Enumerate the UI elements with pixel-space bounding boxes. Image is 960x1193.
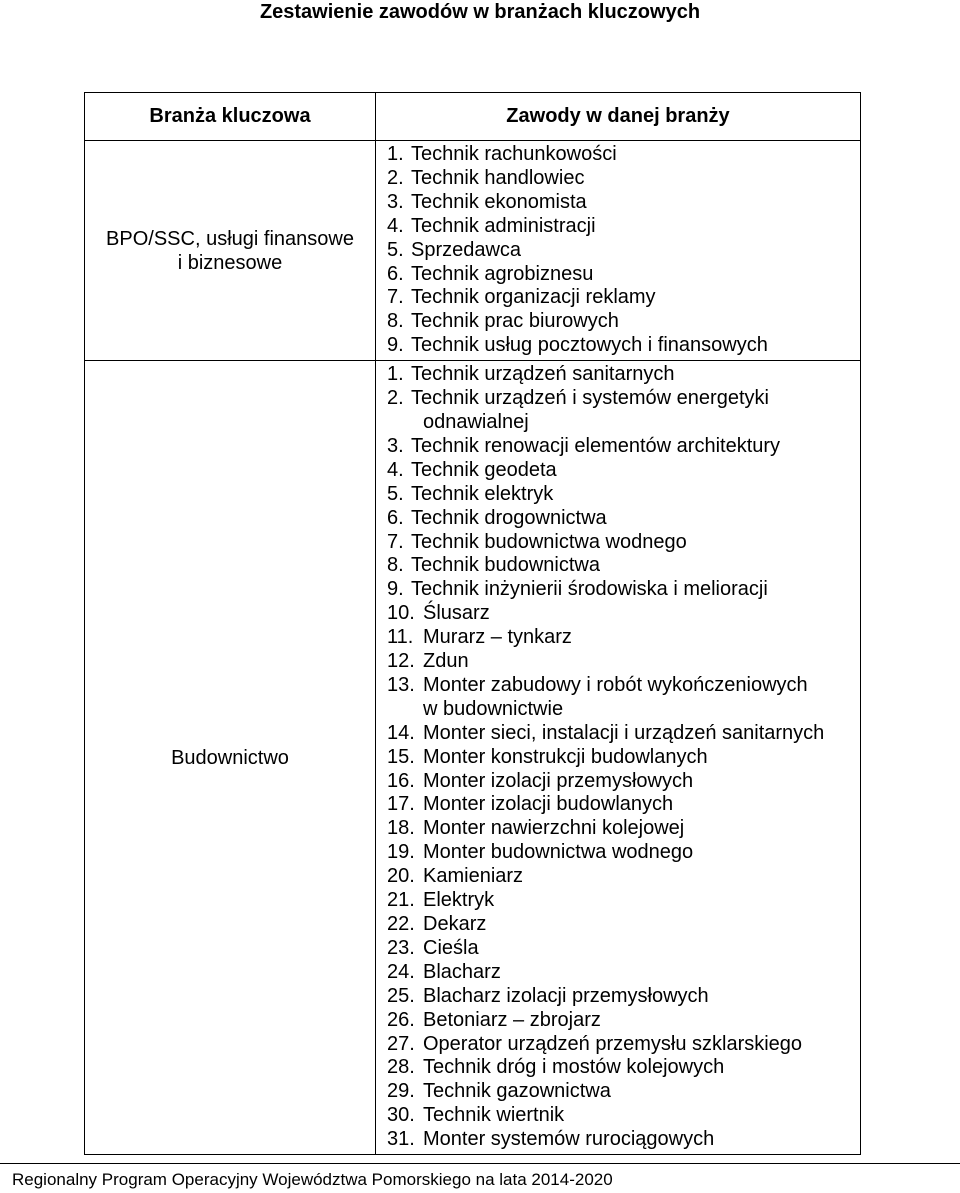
profession-name: Technik urządzeń i systemów energetyki: [411, 387, 769, 410]
item-number: 6.: [387, 506, 404, 529]
item-number: 6.: [387, 262, 404, 285]
item-number: 7.: [387, 530, 404, 553]
item-number: 28.: [387, 1056, 415, 1079]
profession-name: Monter sieci, instalacji i urządzeń sanitarnych: [423, 721, 825, 744]
list-item: [376, 310, 860, 334]
profession-name: Monter nawierzchni kolejowej: [423, 817, 685, 840]
profession-name: Monter systemów rurociągowych: [423, 1128, 715, 1151]
item-number: 1.: [387, 363, 404, 386]
item-number: 13.: [387, 673, 415, 696]
list-item: [376, 286, 860, 310]
profession-name: Technik usług pocztowych i finansowych: [411, 334, 768, 357]
header-professions: Zawody w danej branży: [376, 93, 861, 141]
item-number: 21.: [387, 889, 415, 912]
list-item: [376, 263, 860, 287]
profession-name: Technik agrobiznesu: [411, 262, 594, 285]
item-number: 16.: [387, 769, 415, 792]
professions-table: [84, 92, 861, 1155]
item-number: 14.: [387, 721, 415, 744]
item-number: 10.: [387, 602, 415, 625]
list-item: [376, 531, 860, 555]
profession-name: Technik administracji: [411, 214, 596, 237]
list-item: [376, 554, 860, 578]
list-item: [376, 363, 860, 387]
industry-name: Budownictwo: [171, 746, 289, 769]
profession-name: Monter konstrukcji budowlanych: [423, 745, 708, 768]
profession-name: Technik prac biurowych: [411, 310, 619, 333]
profession-name: Blacharz izolacji przemysłowych: [423, 984, 709, 1007]
item-number: 1.: [387, 143, 404, 165]
item-number: 19.: [387, 841, 415, 864]
item-number: 17.: [387, 793, 415, 816]
item-number: 4.: [387, 458, 404, 481]
table-row: [85, 361, 861, 1155]
item-number: 11.: [387, 626, 414, 649]
item-number: 23.: [387, 936, 415, 959]
list-item: [376, 167, 860, 191]
item-number: 22.: [387, 913, 415, 935]
profession-name-continuation: w budownictwie: [423, 697, 564, 720]
item-number: 9.: [387, 334, 404, 357]
list-item: [376, 483, 860, 507]
industry-cell: [85, 141, 376, 361]
profession-name: Technik budownictwa wodnego: [411, 530, 687, 553]
industry-name: i biznesowe: [177, 251, 283, 274]
list-item: [376, 985, 860, 1009]
item-number: 5.: [387, 482, 404, 505]
profession-name: Technik ekonomista: [411, 190, 587, 213]
list-item: [376, 507, 860, 531]
profession-name: Elektryk: [423, 889, 495, 912]
professions-cell: [376, 141, 861, 361]
list-item: [376, 889, 860, 913]
item-number: 18.: [387, 817, 415, 840]
item-number: 31.: [387, 1128, 415, 1151]
list-item: [376, 1033, 860, 1057]
industry-name: BPO/SSC, usługi finansowe: [106, 227, 354, 250]
list-item: [376, 793, 860, 817]
industry-cell: [85, 361, 376, 1155]
profession-name: Monter izolacji budowlanych: [423, 793, 674, 816]
list-item: [376, 143, 860, 167]
profession-name-continuation: odnawialnej: [423, 410, 529, 433]
profession-name: Ślusarz: [423, 602, 490, 625]
item-number: 8.: [387, 310, 404, 333]
profession-name: Monter budownictwa wodnego: [423, 841, 694, 864]
item-number: 2.: [387, 387, 404, 410]
footer-text: Regionalny Program Operacyjny Województwa Pomorskiego na lata 2014-2020: [12, 1170, 613, 1189]
profession-name: Blacharz: [423, 960, 501, 983]
list-item: [376, 746, 860, 770]
profession-name: Technik budownictwa: [411, 554, 600, 577]
list-item: [376, 674, 860, 698]
item-number: 3.: [387, 190, 404, 213]
profession-name: Kamieniarz: [423, 865, 524, 888]
list-item: [376, 334, 860, 358]
item-number: 2.: [387, 166, 404, 189]
profession-name: Technik inżynierii środowiska i melioracji: [411, 578, 768, 601]
profession-name: Technik rachunkowości: [411, 143, 617, 165]
item-number: 4.: [387, 214, 404, 237]
item-number: 3.: [387, 434, 404, 457]
list-item: [376, 913, 860, 937]
profession-name: Technik drogownictwa: [411, 506, 607, 529]
item-number: 7.: [387, 286, 404, 309]
professions-list: [376, 141, 860, 360]
profession-name: Sprzedawca: [411, 238, 522, 261]
item-number: 15.: [387, 745, 415, 768]
list-item: [376, 650, 860, 674]
profession-name: Technik handlowiec: [411, 166, 585, 189]
professions-cell: [376, 361, 861, 1155]
list-item: [376, 722, 860, 746]
list-item: [376, 817, 860, 841]
list-item: [376, 239, 860, 263]
list-item: [376, 578, 860, 602]
list-item: [376, 435, 860, 459]
list-item: [376, 626, 860, 650]
list-item: [376, 961, 860, 985]
profession-name: Monter izolacji przemysłowych: [423, 769, 694, 792]
list-item: [376, 191, 860, 215]
list-item: [376, 937, 860, 961]
item-number: 24.: [387, 960, 415, 983]
item-number: 20.: [387, 865, 415, 888]
list-item: [376, 215, 860, 239]
profession-name: Technik wiertnik: [423, 1104, 565, 1127]
profession-name: Cieśla: [423, 936, 479, 959]
list-item: [376, 1056, 860, 1080]
item-number: 29.: [387, 1080, 415, 1103]
list-item: [376, 770, 860, 794]
document-title: Zestawienie zawodów w branżach kluczowych: [259, 1, 701, 23]
item-number: 9.: [387, 578, 404, 601]
header-industry: Branża kluczowa: [85, 93, 376, 141]
profession-name: Technik gazownictwa: [423, 1080, 611, 1103]
profession-name: Technik elektryk: [411, 482, 554, 505]
profession-name: Zdun: [423, 650, 469, 673]
profession-name: Technik geodeta: [411, 458, 557, 481]
list-item: [376, 1104, 860, 1128]
list-item: [376, 602, 860, 626]
footer-divider: [0, 1163, 960, 1164]
professions-list: [376, 361, 860, 1154]
profession-name: Murarz – tynkarz: [423, 626, 572, 649]
table-row: [85, 141, 861, 361]
list-item: [376, 1128, 860, 1152]
item-number: 30.: [387, 1104, 415, 1127]
item-number: 12.: [387, 650, 415, 673]
profession-name: Dekarz: [423, 913, 487, 935]
table-header-row: [85, 93, 861, 141]
profession-name: Betoniarz – zbrojarz: [423, 1008, 601, 1031]
profession-name: Technik dróg i mostów kolejowych: [423, 1056, 725, 1079]
list-item: [376, 387, 860, 411]
list-item: [376, 1080, 860, 1104]
item-number: 26.: [387, 1008, 415, 1031]
list-item: [376, 459, 860, 483]
profession-name: Operator urządzeń przemysłu szklarskiego: [423, 1032, 803, 1055]
list-item: [376, 865, 860, 889]
list-item: [376, 1009, 860, 1033]
profession-name: Monter zabudowy i robót wykończeniowych: [423, 673, 808, 696]
item-number: 5.: [387, 238, 404, 261]
item-number: 25.: [387, 984, 415, 1007]
profession-name: Technik organizacji reklamy: [411, 286, 656, 309]
profession-name: Technik renowacji elementów architektury: [411, 434, 781, 457]
item-number: 27.: [387, 1032, 415, 1055]
list-item: [376, 841, 860, 865]
profession-name: Technik urządzeń sanitarnych: [411, 363, 675, 386]
item-number: 8.: [387, 554, 404, 577]
